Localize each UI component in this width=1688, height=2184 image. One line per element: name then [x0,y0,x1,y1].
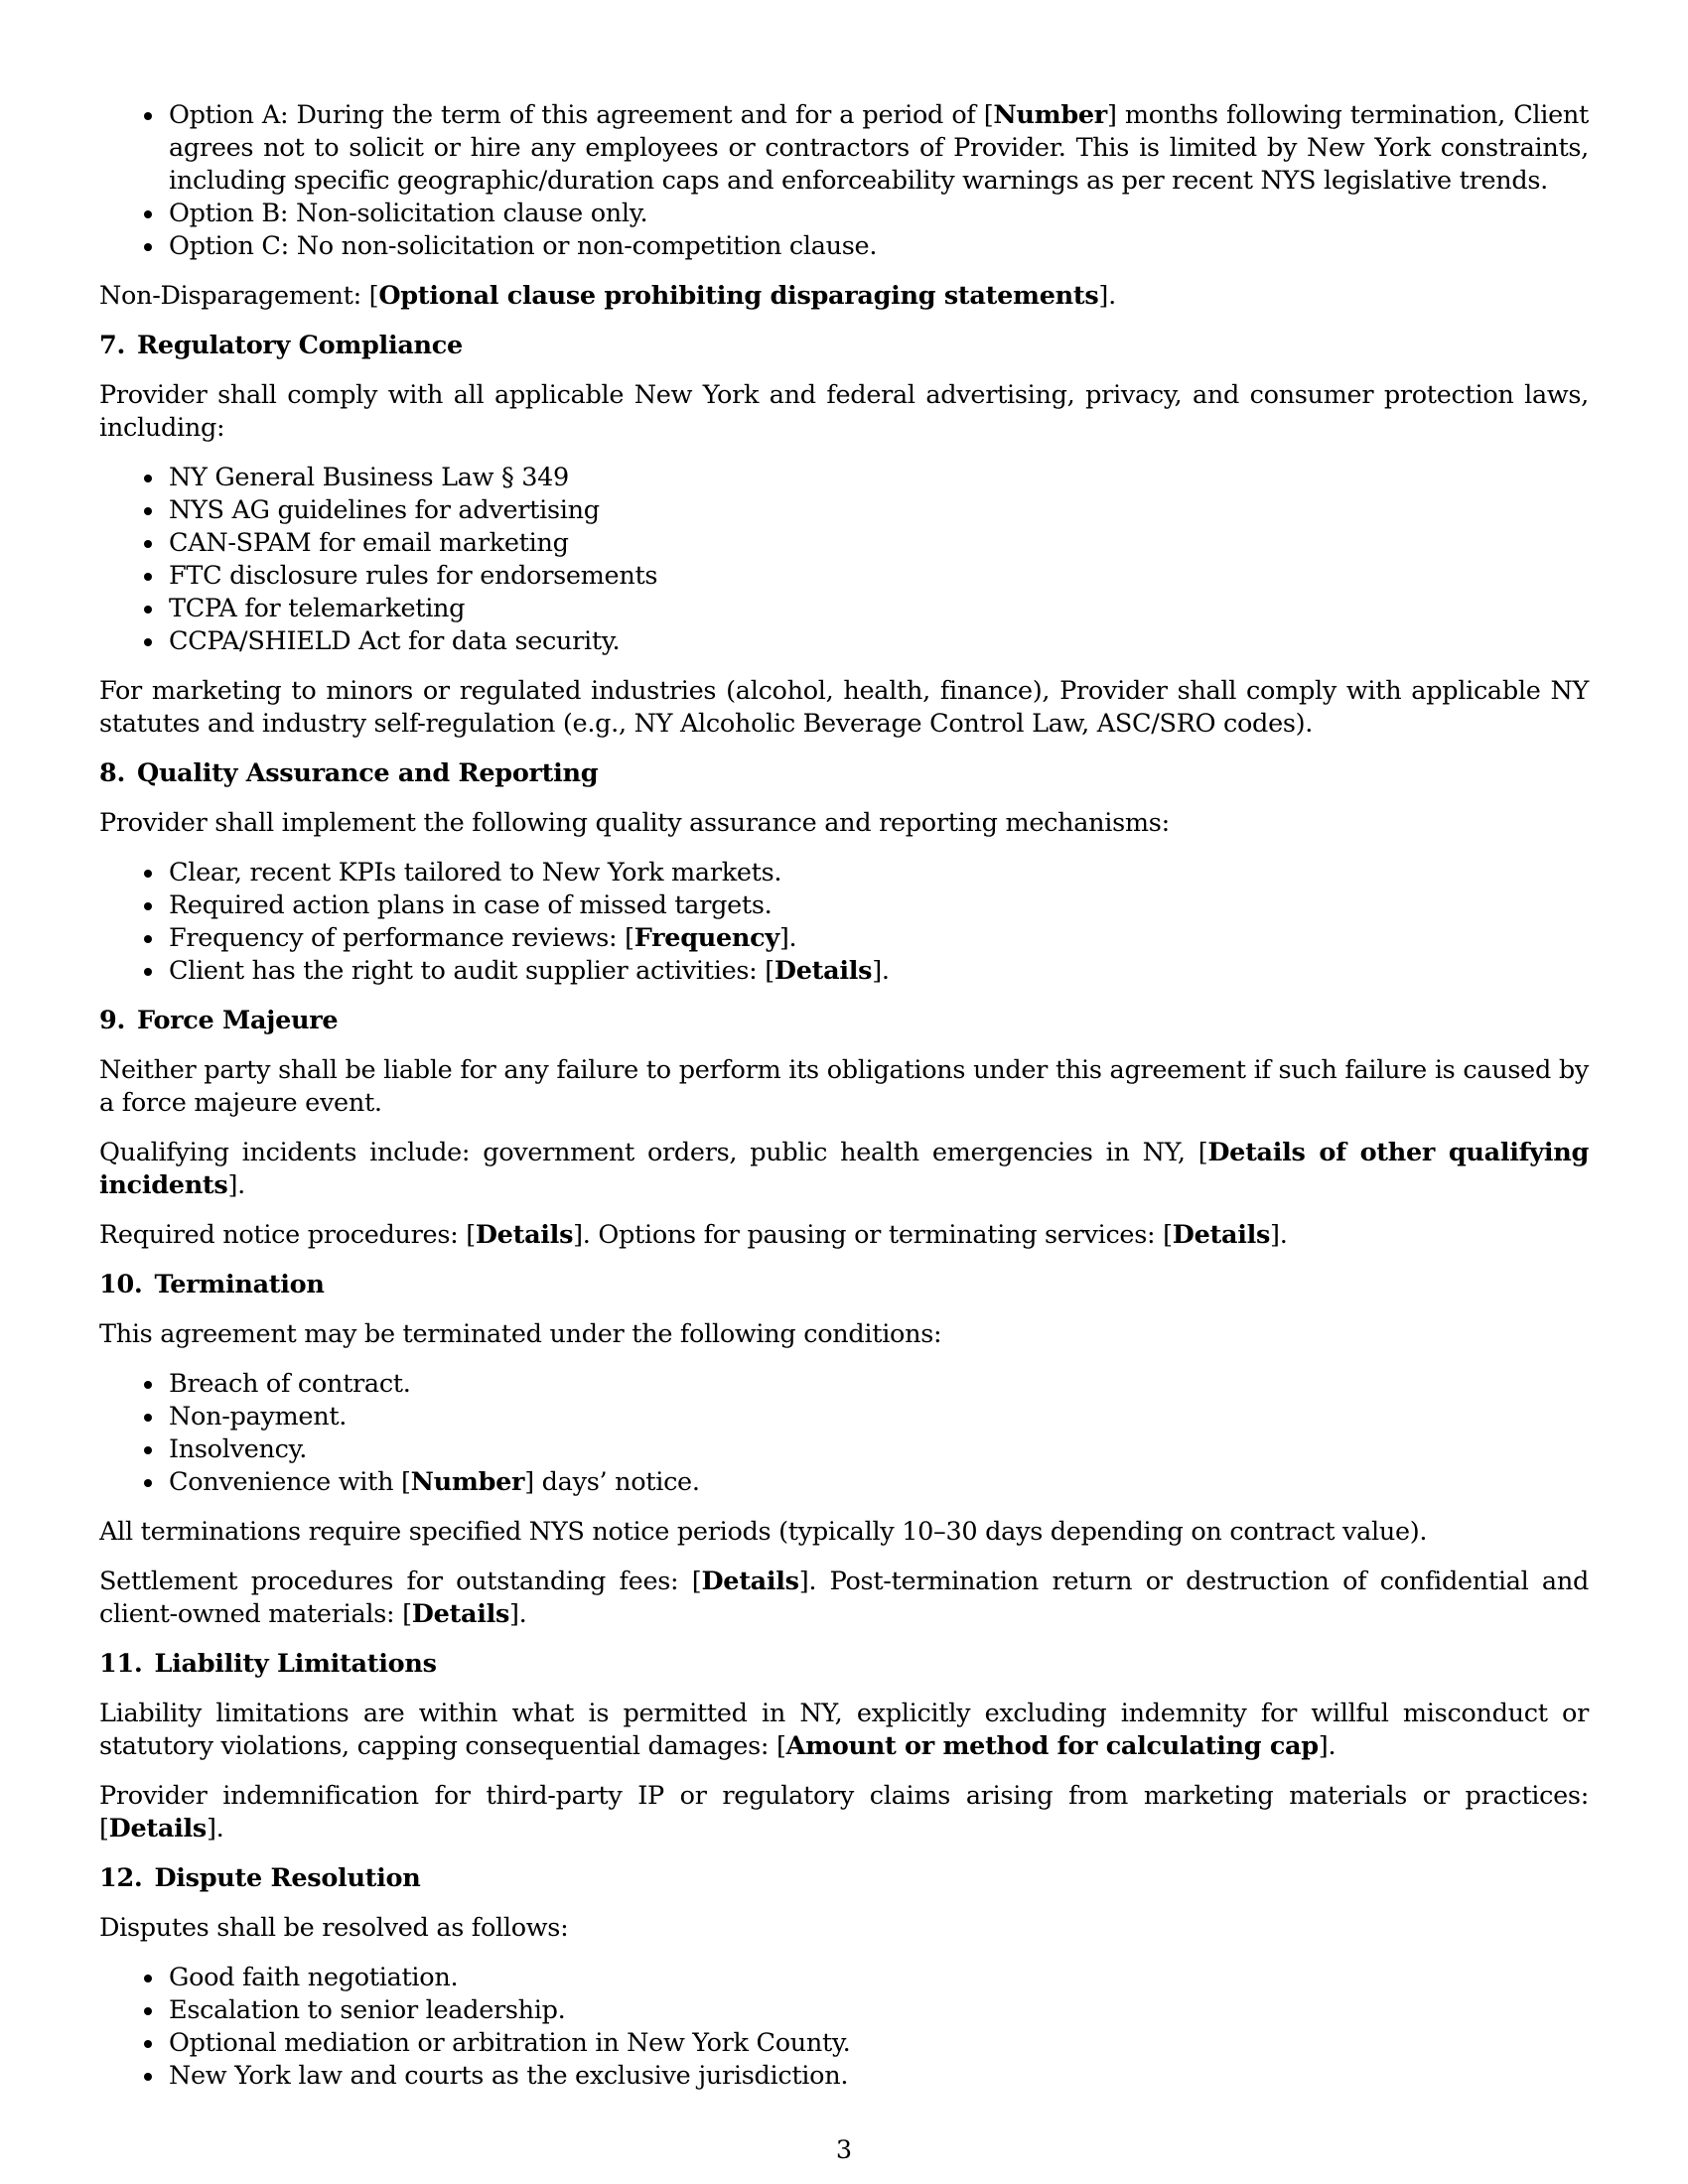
list-item [169,99,1589,198]
termination-conditions-list [99,1368,1589,1499]
section-title: Quality Assurance and Reporting [137,758,599,788]
regulations-list [99,462,1589,658]
text: ]. Options for pausing or terminating services: [ [573,1220,1173,1250]
list-item: TCPA for telemarketing [169,593,1589,625]
text: ] days’ notice. [524,1467,700,1497]
text: Client has the right to audit supplier activities: [ [169,956,774,986]
page-number: 3 [835,2135,853,2165]
list-item: Clear, recent KPIs tailored to New York markets. [169,857,1589,889]
non-disparagement-paragraph [99,280,1589,313]
text: ]. [778,923,797,953]
list-item: Good faith negotiation. [169,1962,1589,1994]
section-11-paragraph-1 [99,1698,1589,1763]
option-a-text-start: Option A: During the term of this agreement and for a period of [ [169,100,994,130]
section-10-heading [99,1269,1589,1301]
section-7-intro: Provider shall comply with all applicable New York and federal advertising, privacy, and consumer protection laws, including: [99,380,1589,443]
option-a-placeholder: Number [993,100,1107,130]
dispute-resolution-list [99,1962,1589,2093]
list-item: Option B: Non-solicitation clause only. [169,198,1589,230]
section-8-intro: Provider shall implement the following quality assurance and reporting mechanisms: [99,808,1170,838]
text: ]. [509,1599,527,1629]
section-7-paragraph: For marketing to minors or regulated industries (alcohol, health, finance), Provider shall comply with applicable NY statutes and industry self-regulation (e.g., NY Alcoholic Beverage Control Law, ASC/SRO codes). [99,676,1589,739]
text: Required notice procedures: [ [99,1220,476,1250]
text: Convenience with [ [169,1467,411,1497]
section-9-paragraph-3 [99,1219,1589,1252]
section-number: 11. [99,1649,143,1679]
text: ]. [206,1814,224,1843]
section-11-paragraph-2 [99,1780,1589,1845]
section-title: Termination [154,1270,325,1299]
section-title: Dispute Resolution [154,1863,421,1893]
list-item: FTC disclosure rules for endorsements [169,560,1589,593]
section-number: 10. [99,1270,143,1299]
section-9-paragraph-2 [99,1137,1589,1202]
non-disparagement-placeholder: Optional clause prohibiting disparaging statements [378,281,1099,311]
section-8-heading [99,757,1589,790]
text: Qualifying incidents include: government orders, public health emergencies in NY, [ [99,1138,1208,1167]
text: Liability limitations are within what is permitted in NY, explicitly excluding indemnity for willful misconduct or statutory violations, capping consequential damages: [ [99,1699,1589,1761]
section-7-heading [99,330,1589,362]
details-placeholder: Details [411,1599,510,1629]
section-title: Liability Limitations [154,1649,437,1679]
details-placeholder: Details [1172,1220,1271,1250]
section-number: 12. [99,1863,143,1893]
list-item: Non-payment. [169,1401,1589,1433]
section-title: Force Majeure [137,1006,339,1035]
quality-assurance-list [99,857,1589,988]
list-item: Escalation to senior leadership. [169,1994,1589,2027]
list-item: Optional mediation or arbitration in New York County. [169,2027,1589,2060]
section-number: 9. [99,1006,126,1035]
section-number: 8. [99,758,126,788]
section-10-paragraph-2 [99,1566,1589,1631]
list-item: Breach of contract. [169,1368,1589,1401]
section-11-heading [99,1648,1589,1681]
text: ]. [1270,1220,1288,1250]
section-number: 7. [99,331,126,360]
non-solicitation-options-list [99,99,1589,263]
option-a-text-end: ] months following termination, Client agrees not to solicit or hire any employees or contractors of Provider. This is limited by New York constraints, including specific geographic/duration caps and enforceability warnings as per recent NYS legislative trends. [169,100,1589,196]
section-9-heading [99,1005,1589,1037]
list-item: CCPA/SHIELD Act for data security. [169,625,1589,658]
details-placeholder: Details [701,1567,799,1596]
text: ]. [872,956,890,986]
details-placeholder: Details [774,956,873,986]
list-item: Option C: No non-solicitation or non-competition clause. [169,230,1589,263]
section-12-heading [99,1862,1589,1895]
number-placeholder: Number [410,1467,525,1497]
details-placeholder: Details [475,1220,574,1250]
section-title: Regulatory Compliance [137,331,463,360]
text: ]. [227,1170,245,1200]
non-disparagement-text-end: ]. [1098,281,1116,311]
text: ]. [1318,1731,1336,1761]
section-10-intro: This agreement may be terminated under the following conditions: [99,1319,942,1349]
details-placeholder: Details [108,1814,207,1843]
section-12-intro: Disputes shall be resolved as follows: [99,1913,569,1943]
list-item: Required action plans in case of missed targets. [169,889,1589,922]
text: ]. Post-termination return or destruction of confidential and client-owned materials: [ [99,1567,1589,1629]
section-10-paragraph-1: All terminations require specified NYS notice periods (typically 10–30 days depending on contract value). [99,1517,1428,1547]
list-item [169,922,1589,955]
list-item: Insolvency. [169,1433,1589,1466]
list-item: CAN-SPAM for email marketing [169,527,1589,560]
list-item [169,955,1589,988]
incidents-placeholder: Details of other qualifying incidents [99,1138,1589,1200]
document-page [99,99,1589,2110]
list-item: NY General Business Law § 349 [169,462,1589,494]
section-9-paragraph-1: Neither party shall be liable for any failure to perform its obligations under this agreement if such failure is caused by a force majeure event. [99,1055,1589,1118]
text: Settlement procedures for outstanding fees: [ [99,1567,702,1596]
cap-placeholder: Amount or method for calculating cap [785,1731,1319,1761]
non-disparagement-text-start: Non-Disparagement: [ [99,281,379,311]
list-item: New York law and courts as the exclusive jurisdiction. [169,2060,1589,2093]
list-item [169,1466,1589,1499]
frequency-placeholder: Frequency [633,923,779,953]
list-item: NYS AG guidelines for advertising [169,494,1589,527]
text: Provider indemnification for third-party IP or regulatory claims arising from marketing materials or practices: [ [99,1781,1589,1843]
text: Frequency of performance reviews: [ [169,923,634,953]
